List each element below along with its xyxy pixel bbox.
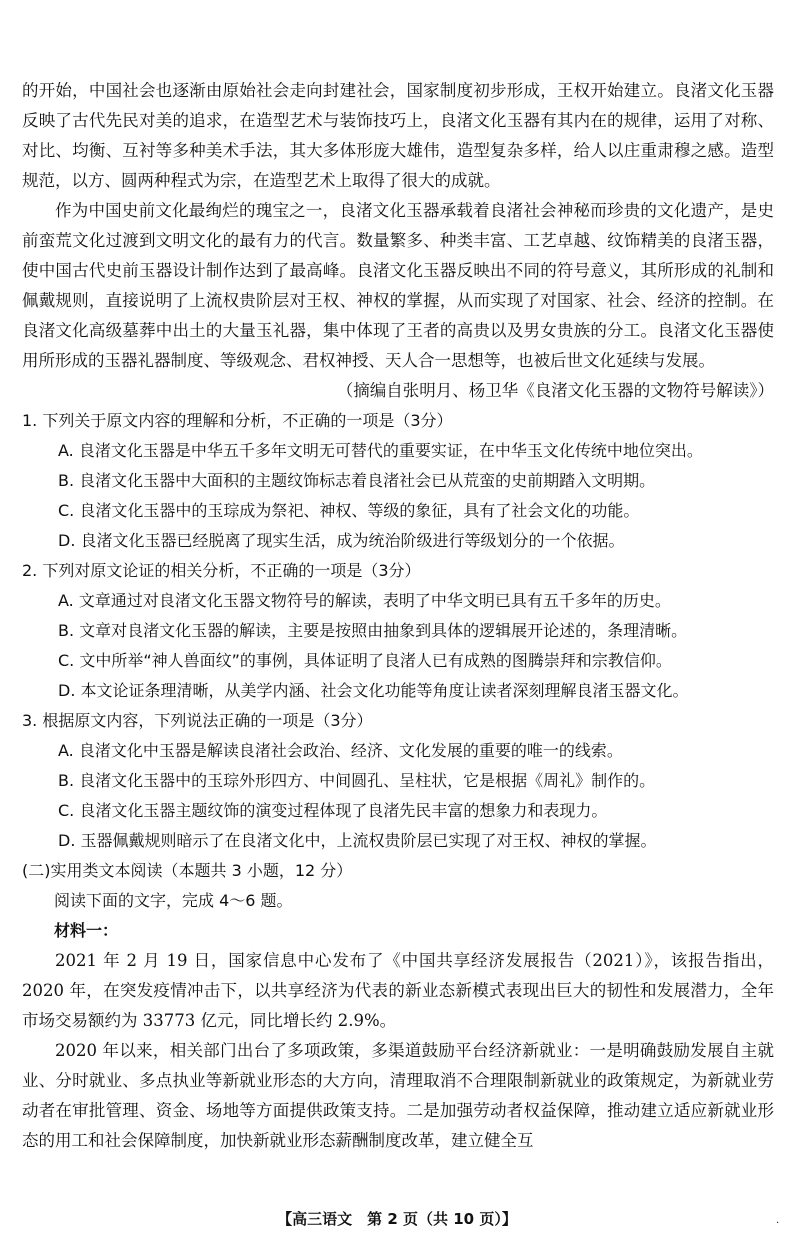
option-c: C. 良渚文化玉器中的玉琮成为祭祀、神权、等级的象征，具有了社会文化的功能。	[58, 501, 640, 520]
option-d: D. 玉器佩戴规则暗示了在良渚文化中，上流权贵阶层已实现了对王权、神权的掌握。	[58, 831, 657, 850]
passage-paragraph: 作为中国史前文化最绚烂的瑰宝之一，良渚文化玉器承载着良渚社会神秘而珍贵的文化遗产，是史前蛮荒文化过渡到文明文化的最有力的代言。数量繁多、种类丰富、工艺卓越、纹饰精美的良渚玉器，使中国古代史前玉器设计制作达到了最高峰。良渚文化玉器反映出不同的符号意义，其所形成的礼制和佩戴规则，直接说明了上流权贵阶层对王权、神权的掌握，从而实现了对国家、社会、经济的控制。在良渚文化高级墓葬中出土的大量玉礼器，集中体现了王者的高贵以及男女贵族的分工。良渚文化玉器使用所形成的玉器礼器制度、等级观念、君权神授、天人合一思想等，也被后世文化延续与发展。	[22, 201, 774, 370]
passage-1	[22, 76, 774, 1156]
option-c: C. 良渚文化玉器主题纹饰的演变过程体现了良渚先民丰富的想象力和表现力。	[58, 801, 608, 820]
material-label: 材料一：	[54, 921, 119, 940]
question-stem: 1. 下列关于原文内容的理解和分析，不正确的一项是（3分）	[22, 411, 453, 430]
material-paragraph: 2021 年 2 月 19 日，国家信息中心发布了《中国共享经济发展报告（2021）》，该报告指出，2020 年，在突发疫情冲击下，以共享经济为代表的新业态新模式表现出巨大的韧性和发展潜力，全年市场交易额约为 33773 亿元，同比增长约 2.9%。	[22, 951, 774, 1030]
question-2	[22, 556, 774, 706]
option-b: B. 良渚文化玉器中的玉琮外形四方、中间圆孔、呈柱状，它是根据《周礼》制作的。	[58, 771, 656, 790]
corner-mark: .	[776, 1215, 780, 1226]
section-instruction: 阅读下面的文字，完成 4～6 题。	[54, 891, 293, 910]
option-a: A. 文章通过对良渚文化玉器文物符号的解读，表明了中华文明已具有五千多年的历史。	[58, 591, 671, 610]
option-a: A. 良渚文化中玉器是解读良渚社会政治、经济、文化发展的重要的唯一的线索。	[58, 741, 623, 760]
section-heading: (二)实用类文本阅读（本题共 3 小题，12 分）	[22, 861, 353, 880]
question-stem: 2. 下列对原文论证的相关分析，不正确的一项是（3分）	[22, 561, 421, 580]
option-b: B. 文章对良渚文化玉器的解读，主要是按照由抽象到具体的逻辑展开论述的，条理清晰。	[58, 621, 688, 640]
material-paragraph: 2020 年以来，相关部门出台了多项政策，多渠道鼓励平台经济新就业：一是明确鼓励发展自主就业、分时就业、多点执业等新就业形态的大方向，清理取消不合理限制新就业的政策规定，为新就业劳动者在审批管理、资金、场地等方面提供政策支持。二是加强劳动者权益保障，推动建立适应新就业形态的用工和社会保障制度，加快新就业形态薪酬制度改革，建立健全互	[22, 1041, 774, 1150]
passage-source: （摘编自张明月、杨卫华《良渚文化玉器的文物符号解读》）	[336, 381, 774, 400]
question-3	[22, 706, 774, 856]
question-1	[22, 406, 774, 556]
material-text	[22, 946, 774, 1156]
option-d: D. 本文论证条理清晰，从美学内涵、社会文化功能等角度让读者深刻理解良渚玉器文化。	[58, 681, 689, 700]
passage-paragraph: 的开始，中国社会也逐渐由原始社会走向封建社会，国家制度初步形成，王权开始建立。良渚文化玉器反映了古代先民对美的追求，在造型艺术与装饰技巧上，良渚文化玉器有其内在的规律，运用了对称、对比、均衡、互衬等多种美术手法，其大多体形庞大雄伟，造型复杂多样，给人以庄重肃穆之感。造型规范，以方、圆两种程式为宗，在造型艺术上取得了很大的成就。	[22, 81, 774, 190]
option-d: D. 良渚文化玉器已经脱离了现实生活，成为统治阶级进行等级划分的一个依据。	[58, 531, 625, 550]
question-stem: 3. 根据原文内容，下列说法正确的一项是（3分）	[22, 711, 373, 730]
option-c: C. 文中所举“神人兽面纹”的事例，具体证明了良渚人已有成熟的图腾崇拜和宗教信仰。	[58, 651, 672, 670]
page-footer: 【高三语文 第 2 页（共 10 页）】	[277, 1210, 517, 1228]
option-a: A. 良渚文化玉器是中华五千多年文明无可替代的重要实证，在中华玉文化传统中地位突出。	[58, 441, 703, 460]
option-b: B. 良渚文化玉器中大面积的主题纹饰标志着良渚社会已从荒蛮的史前期踏入文明期。	[58, 471, 656, 490]
